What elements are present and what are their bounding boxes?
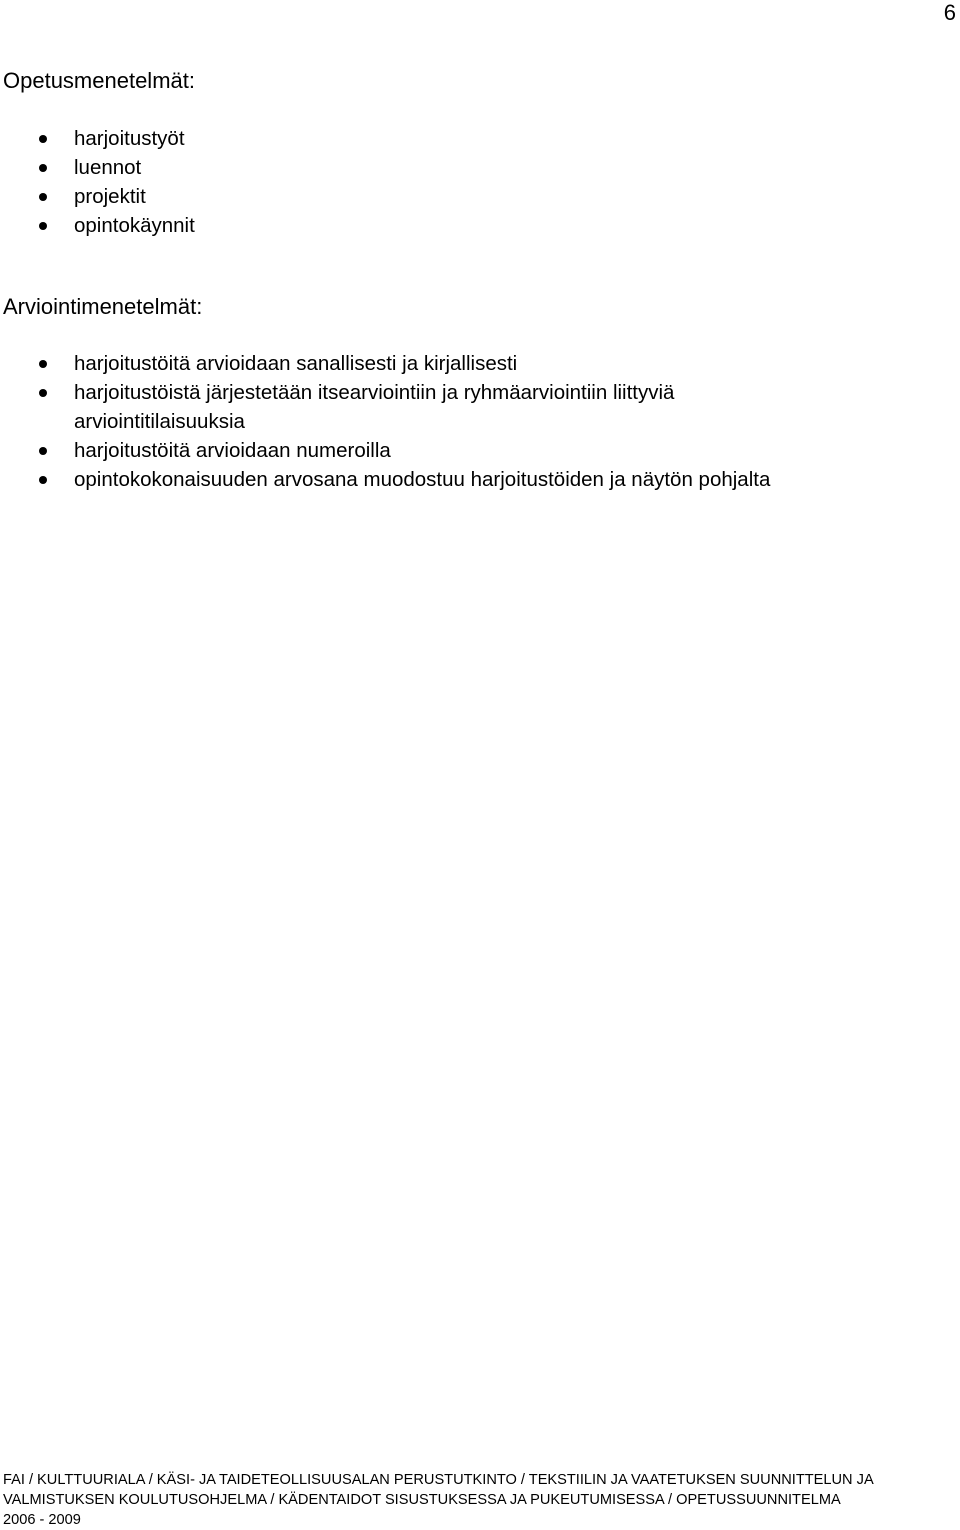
- footer-line: VALMISTUKSEN KOULUTUSOHJELMA / KÄDENTAIDOT SISUSTUKSESSA JA PUKEUTUMISESSA / OPETUSSUUNNITELMA: [3, 1492, 841, 1508]
- list-item: [0, 211, 950, 240]
- list-item: [0, 436, 950, 465]
- list-item-text: opintokokonaisuuden arvosana muodostuu harjoitustöiden ja näytön pohjalta: [74, 468, 771, 491]
- list-item-text: projektit: [74, 185, 146, 208]
- list-item: [0, 182, 950, 211]
- bullet-icon: [39, 135, 47, 143]
- bullet-icon: [39, 222, 47, 230]
- list-item-text: harjoitustöitä arvioidaan sanallisesti ja kirjallisesti: [74, 352, 518, 375]
- footer-line: 2006 - 2009: [3, 1512, 81, 1528]
- list-item-text: harjoitustyöt: [74, 127, 185, 150]
- list-item: [0, 153, 950, 182]
- bullet-icon: [39, 164, 47, 172]
- assessment-methods-heading: Arviointimenetelmät:: [3, 294, 203, 319]
- bullet-icon: [39, 447, 47, 455]
- list-item-text: luennot: [74, 156, 142, 179]
- list-item-text: harjoitustöistä järjestetään itsearviointiin ja ryhmäarviointiin liittyviä arviointitilaisuuksia: [74, 381, 675, 433]
- list-item: [0, 465, 950, 494]
- bullet-icon: [39, 360, 47, 368]
- list-item-text: opintokäynnit: [74, 214, 195, 237]
- list-item-text: harjoitustöitä arvioidaan numeroilla: [74, 439, 391, 462]
- teaching-methods-heading: Opetusmenetelmät:: [3, 68, 195, 93]
- bullet-icon: [39, 193, 47, 201]
- bullet-icon: [39, 389, 47, 397]
- assessment-methods-list: [0, 349, 950, 494]
- teaching-methods-list: [0, 124, 950, 240]
- page-footer: [3, 1470, 958, 1530]
- page-number: 6: [943, 0, 956, 25]
- footer-line: FAI / KULTTUURIALA / KÄSI- JA TAIDETEOLLISUUSALAN PERUSTUTKINTO / TEKSTIILIN JA VAATETUKSEN SUUNNITTELUN JA: [3, 1472, 874, 1488]
- list-item: [0, 124, 950, 153]
- bullet-icon: [39, 476, 47, 484]
- list-item: [0, 349, 950, 378]
- list-item: [0, 378, 794, 436]
